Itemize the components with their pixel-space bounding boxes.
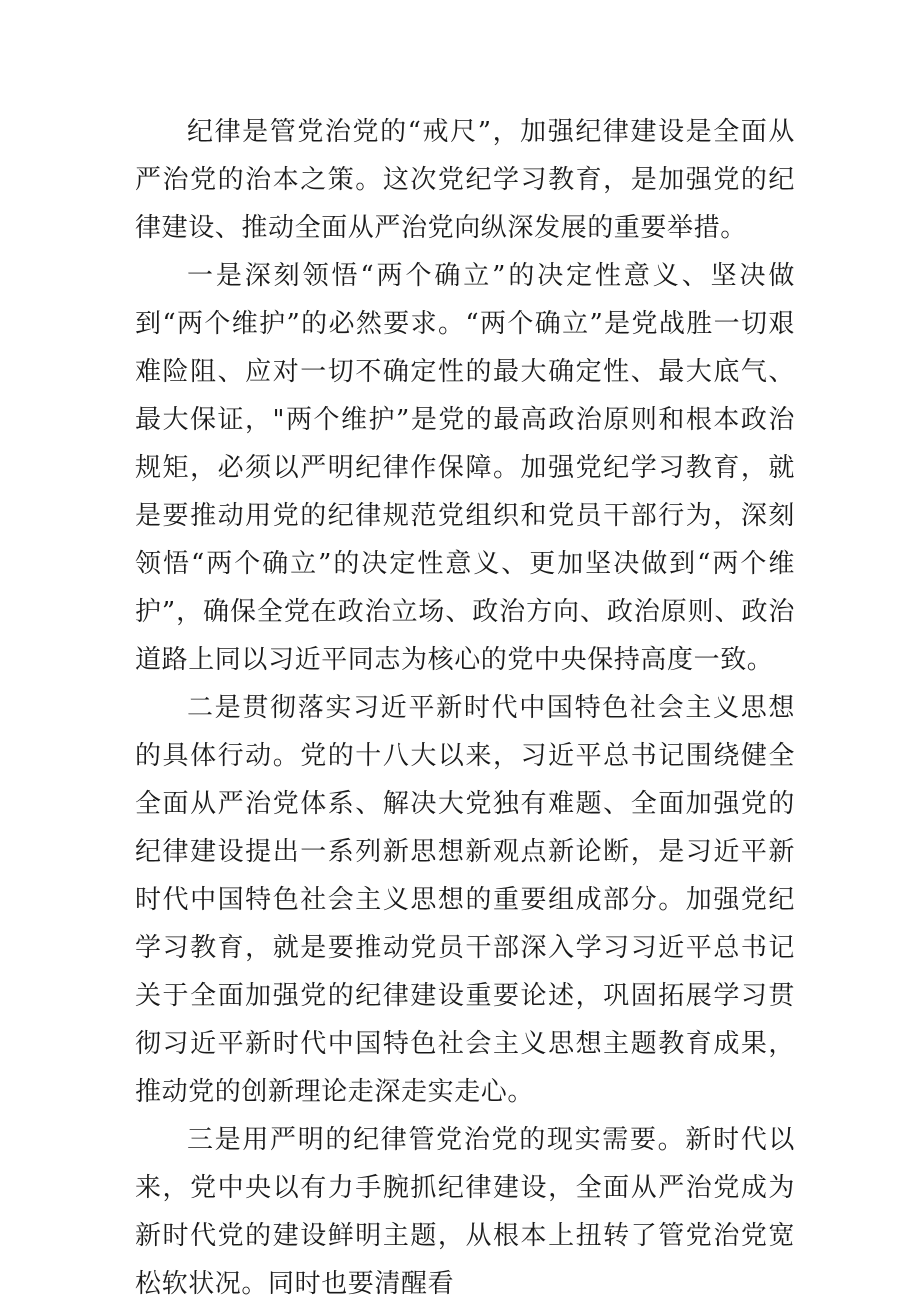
paragraph-intro: 纪律是管党治党的“戒尺”，加强纪律建设是全面从严治党的治本之策。这次党纪学习教育，是加强党的纪律建设、推动全面从严治党向纵深发展的重要举措。 <box>135 117 795 243</box>
document-body <box>135 108 795 1308</box>
paragraph-point-two: 二是贯彻落实习近平新时代中国特色社会主义思想的具体行动。党的十八大以来，习近平总书记围绕健全全面从严治党体系、解决大党独有难题、全面加强党的纪律建设提出一系列新思想新观点新论断，是习近平新时代中国特色社会主义思想的重要组成部分。加强党纪学习教育，就是要推动党员干部深入学习习近平总书记关于全面加强党的纪律建设重要论述，巩固拓展学习贯彻习近平新时代中国特色社会主义思想主题教育成果，推动党的创新理论走深走实走心。 <box>135 693 795 1107</box>
paragraph-point-one: 一是深刻领悟“两个确立”的决定性意义、坚决做到“两个维护”的必然要求。“两个确立”是党战胜一切艰难险阻、应对一切不确定性的最大确定性、最大底气、最大保证，"两个维护”是党的最高政治原则和根本政治规矩，必须以严明纪律作保障。加强党纪学习教育，就是要推动用党的纪律规范党组织和党员干部行为，深刻领悟“两个确立”的决定性意义、更加坚决做到“两个维护”，确保全党在政治立场、政治方向、政治原则、政治道路上同以习近平同志为核心的党中央保持高度一致。 <box>135 261 795 675</box>
paragraph-point-three: 三是用严明的纪律管党治党的现实需要。新时代以来，党中央以有力手腕抓纪律建设，全面从严治党成为新时代党的建设鲜明主题，从根本上扭转了管党治党宽松软状况。同时也要清醒看 <box>135 1125 795 1299</box>
